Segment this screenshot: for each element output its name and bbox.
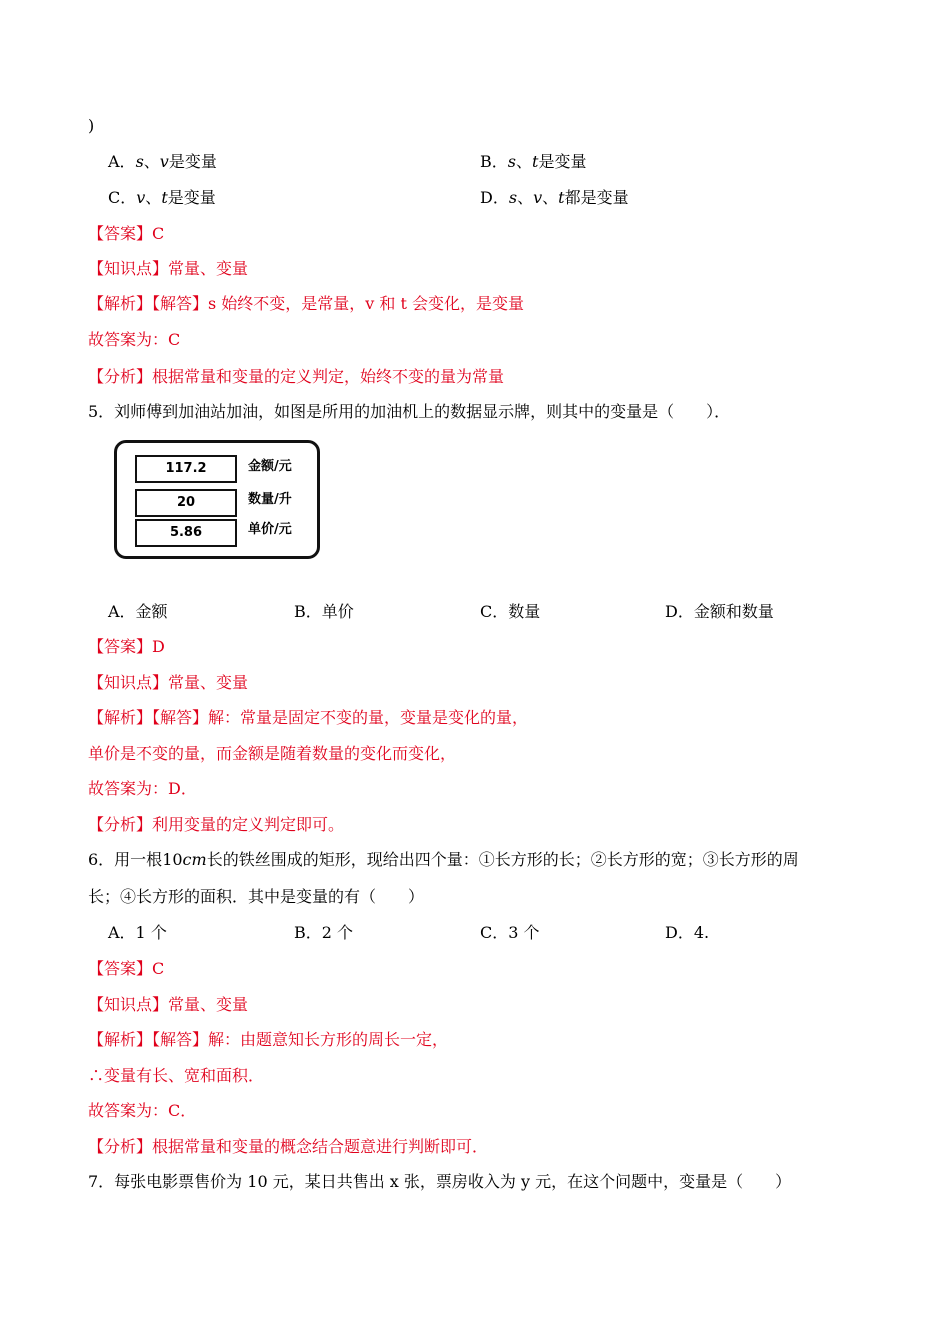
q7-stem: 7．每张电影票售价为 10 元，某日共售出 x 张，票房收入为 y 元，在这个问题中，变量是（ ） bbox=[88, 1172, 792, 1191]
q5-analysis-2: 单价是不变的量，而金额是随着数量的变化而变化， bbox=[88, 744, 457, 763]
q5-option-b: B．单价 bbox=[294, 602, 354, 621]
q6-option-d: D．4. bbox=[665, 923, 710, 942]
q6-option-b: B．2 个 bbox=[294, 923, 354, 942]
q5-so-answer: 故答案为：D． bbox=[88, 779, 197, 798]
fuel-pump-display bbox=[114, 440, 320, 559]
display-amount-value: 117.2 bbox=[135, 455, 237, 483]
q5-option-d: D．金额和数量 bbox=[665, 602, 774, 621]
q6-answer: 【答案】C bbox=[88, 959, 165, 978]
q4-option-b: B．s、t是变量 bbox=[480, 152, 587, 171]
q6-stem-1: 6．用一根10cm长的铁丝围成的矩形，现给出四个量：①长方形的长；②长方形的宽；③长方形的周 bbox=[88, 850, 799, 869]
q6-knowledge: 【知识点】常量、变量 bbox=[88, 995, 249, 1014]
q4-analysis: 【解析】【解答】s 始终不变，是常量，v 和 t 会变化，是变量 bbox=[88, 294, 525, 313]
q4-stem-tail: ) bbox=[88, 116, 95, 135]
q4-so-answer: 故答案为：C bbox=[88, 330, 181, 349]
display-quantity-label: 数量/升 bbox=[248, 492, 292, 507]
q6-stem-2: 长；④长方形的面积．其中是变量的有（ ） bbox=[88, 887, 425, 906]
q5-summary: 【分析】利用变量的定义判定即可。 bbox=[88, 815, 345, 834]
q4-option-c: C．v、t是变量 bbox=[108, 188, 216, 207]
display-unit-price-label: 单价/元 bbox=[248, 522, 292, 537]
q5-stem: 5．刘师傅到加油站加油，如图是所用的加油机上的数据显示牌，则其中的变量是（ ）． bbox=[88, 402, 731, 421]
q4-knowledge: 【知识点】常量、变量 bbox=[88, 259, 249, 278]
q5-analysis-1: 【解析】【解答】解：常量是固定不变的量，变量是变化的量， bbox=[88, 708, 529, 727]
q6-analysis-2: ∴变量有长、宽和面积． bbox=[88, 1066, 265, 1085]
q6-analysis-1: 【解析】【解答】解：由题意知长方形的周长一定， bbox=[88, 1030, 449, 1049]
display-quantity-value: 20 bbox=[135, 489, 237, 517]
q4-option-d: D．s、v、t都是变量 bbox=[480, 188, 629, 207]
display-amount-label: 金额/元 bbox=[248, 459, 292, 474]
q5-option-c: C．数量 bbox=[480, 602, 541, 621]
display-unit-price-value: 5.86 bbox=[135, 519, 237, 547]
q6-option-c: C．3 个 bbox=[480, 923, 540, 942]
q5-option-a: A．金额 bbox=[108, 602, 168, 621]
q4-summary: 【分析】根据常量和变量的定义判定，始终不变的量为常量 bbox=[88, 367, 505, 386]
q6-so-answer: 故答案为：C． bbox=[88, 1101, 197, 1120]
q6-option-a: A．1 个 bbox=[108, 923, 167, 942]
q4-answer: 【答案】C bbox=[88, 224, 165, 243]
q6-summary: 【分析】根据常量和变量的概念结合题意进行判断即可． bbox=[88, 1137, 489, 1156]
q5-knowledge: 【知识点】常量、变量 bbox=[88, 673, 249, 692]
q4-option-a: A．s、v是变量 bbox=[108, 152, 217, 171]
q5-answer: 【答案】D bbox=[88, 637, 165, 656]
